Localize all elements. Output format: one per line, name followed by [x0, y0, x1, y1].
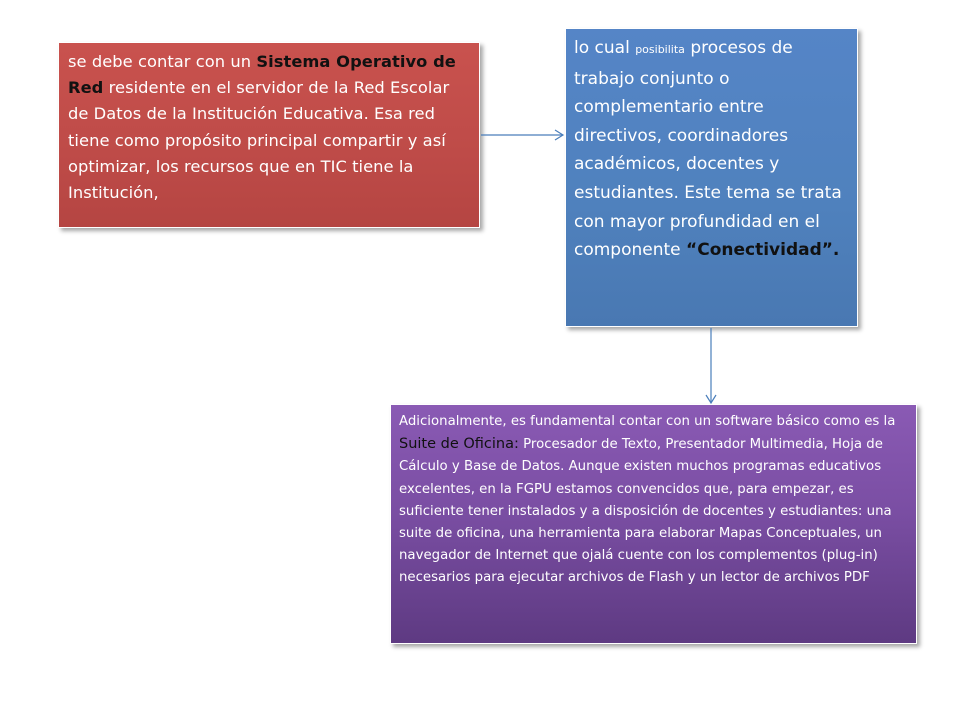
arrow-blue-to-purple	[706, 328, 716, 403]
os-text-end: residente en el servidor de la Red Escolar de Datos de la Institución Educativa. Esa red tiene como propósito principal compartir y así optimizar, los recursos que en TIC tiene la Institución,	[68, 78, 450, 203]
suite-text-start: Adicionalmente, es fundamental contar con un software básico como es la	[399, 414, 896, 429]
collab-small-word: posibilita	[635, 43, 685, 56]
suite-text-end: Procesador de Texto, Presentador Multimedia, Hoja de Cálculo y Base de Datos. Aunque existen muchos programas educativos excelentes, en la FGPU estamos convencidos que, para empezar, es suficiente tener instalados y a disposición de docentes y estudiantes: una suite de oficina, una herramienta para elaborar Mapas Conceptuales, un navegador de Internet que ojalá cuente con los complementos (plug-in) necesarios para ejecutar archivos de Flash y un lector de archivos PDF	[399, 437, 892, 586]
os-highlight: Sistema Operativo de Red	[68, 52, 456, 98]
office-suite-box	[390, 404, 917, 644]
collab-text-start: lo cual	[574, 38, 636, 58]
os-text-start: se debe contar con un	[68, 52, 257, 71]
collaboration-box	[565, 28, 858, 327]
arrow-red-to-blue	[481, 130, 563, 140]
suite-highlight: Suite de Oficina:	[399, 436, 519, 453]
operating-system-box	[58, 42, 480, 228]
collab-text-middle: procesos de trabajo conjunto o complementario entre directivos, coordinadores académicos, docentes y estudiantes. Este tema se trata con mayor profundidad en el componente	[574, 38, 842, 261]
collab-highlight: “Conectividad”.	[686, 240, 840, 261]
